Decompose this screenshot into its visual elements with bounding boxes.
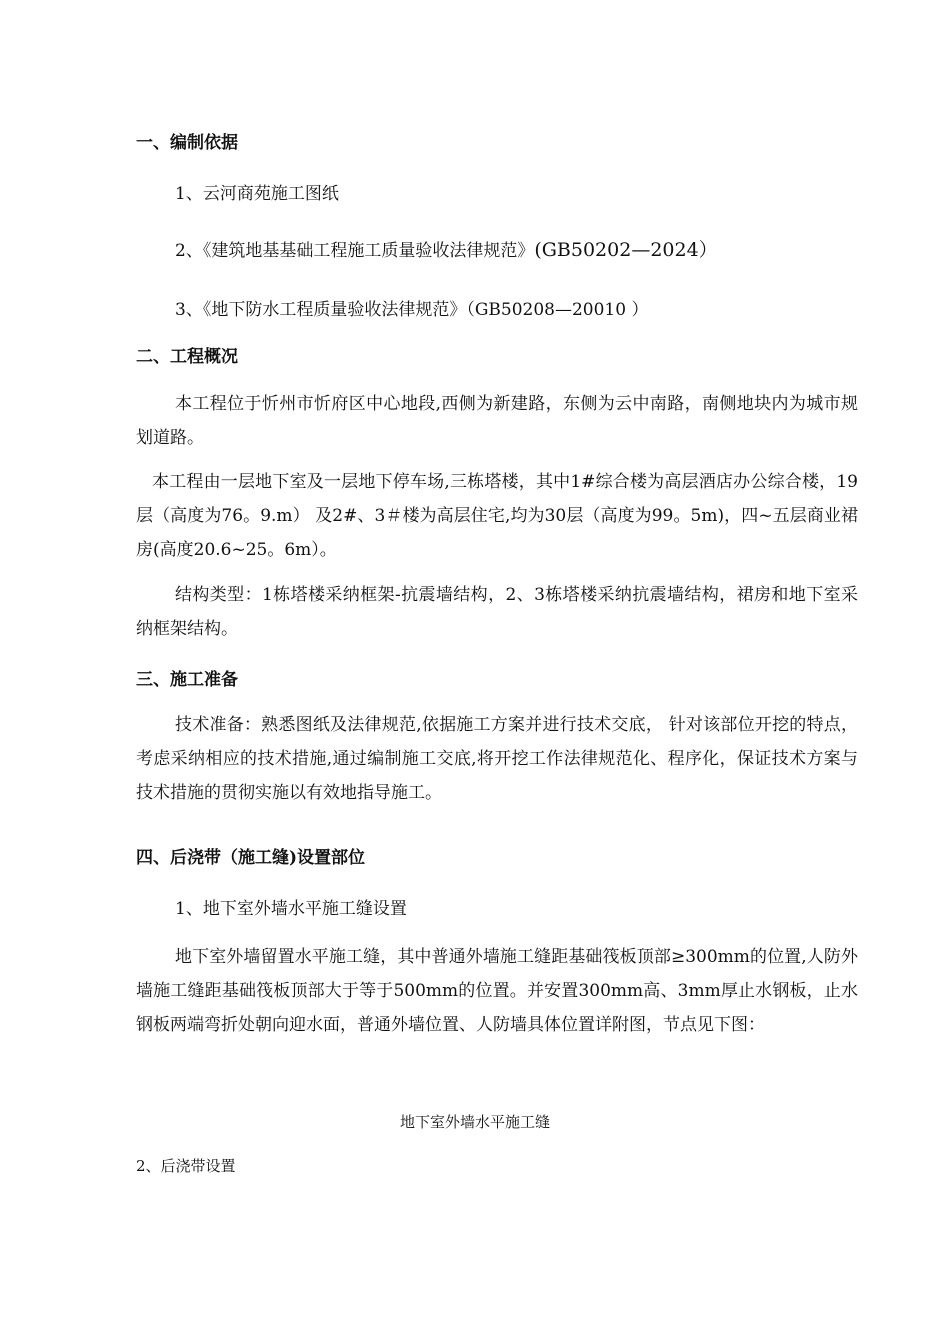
basis-item-3: 3、《地下防水工程质量验收法律规范》（GB50208—20010 ） <box>175 300 649 320</box>
basis-item-2-title: 2、《建筑地基基础工程施工质量验收法律规范》 <box>175 241 535 261</box>
construction-joint-item-1: 1、地下室外墙水平施工缝设置 <box>175 899 407 919</box>
construction-joint-paragraph: 地下室外墙留置水平施工缝，其中普通外墙施工缝距基础筏板顶部≥300mm的位置,人防外墙施工缝距基础筏板顶部大于等于500mm的位置。并安置300mm高、3mm厚止水钢板，止水钢板两端弯折处朝向迎水面，普通外墙位置、人防墙具体位置详附图，节点见下图： <box>136 947 858 1035</box>
section-4-heading: 四、后浇带（施工缝)设置部位 <box>136 848 366 868</box>
overview-paragraph-2: 本工程由一层地下室及一层地下停车场,三栋塔楼，其中1#综合楼为高层酒店办公综合楼，19层（高度为76。9.m） 及2#、3＃楼为高层住宅,均为30层（高度为99。5m)，四~五层商业裙房(高度20.6~25。6m）。 <box>136 472 858 560</box>
overview-paragraph-1: 本工程位于忻州市忻府区中心地段,西侧为新建路，东侧为云中南路，南侧地块内为城市规划道路。 <box>136 394 858 448</box>
preparation-paragraph: 技术准备：熟悉图纸及法律规范,依据施工方案并进行技术交底， 针对该部位开挖的特点，考虑采纳相应的技术措施,通过编制施工交底,将开挖工作法律规范化、程序化，保证技术方案与技术措施的贯彻实施以有效地指导施工。 <box>136 715 858 803</box>
section-3-heading: 三、施工准备 <box>136 670 238 690</box>
basis-item-1: 1、云河商苑施工图纸 <box>175 184 339 204</box>
figure-caption: 地下室外墙水平施工缝 <box>399 1113 550 1131</box>
post-pour-strip-item: 2、后浇带设置 <box>136 1157 236 1175</box>
section-1-heading: 一、编制依据 <box>136 133 238 153</box>
overview-paragraph-3: 结构类型：1栋塔楼采纳框架-抗震墙结构，2、3栋塔楼采纳抗震墙结构，裙房和地下室采纳框架结构。 <box>136 585 858 639</box>
basis-item-2 <box>175 235 718 262</box>
section-2-heading: 二、工程概况 <box>136 347 238 367</box>
basis-item-2-code: (GB50202—2024） <box>534 239 718 261</box>
